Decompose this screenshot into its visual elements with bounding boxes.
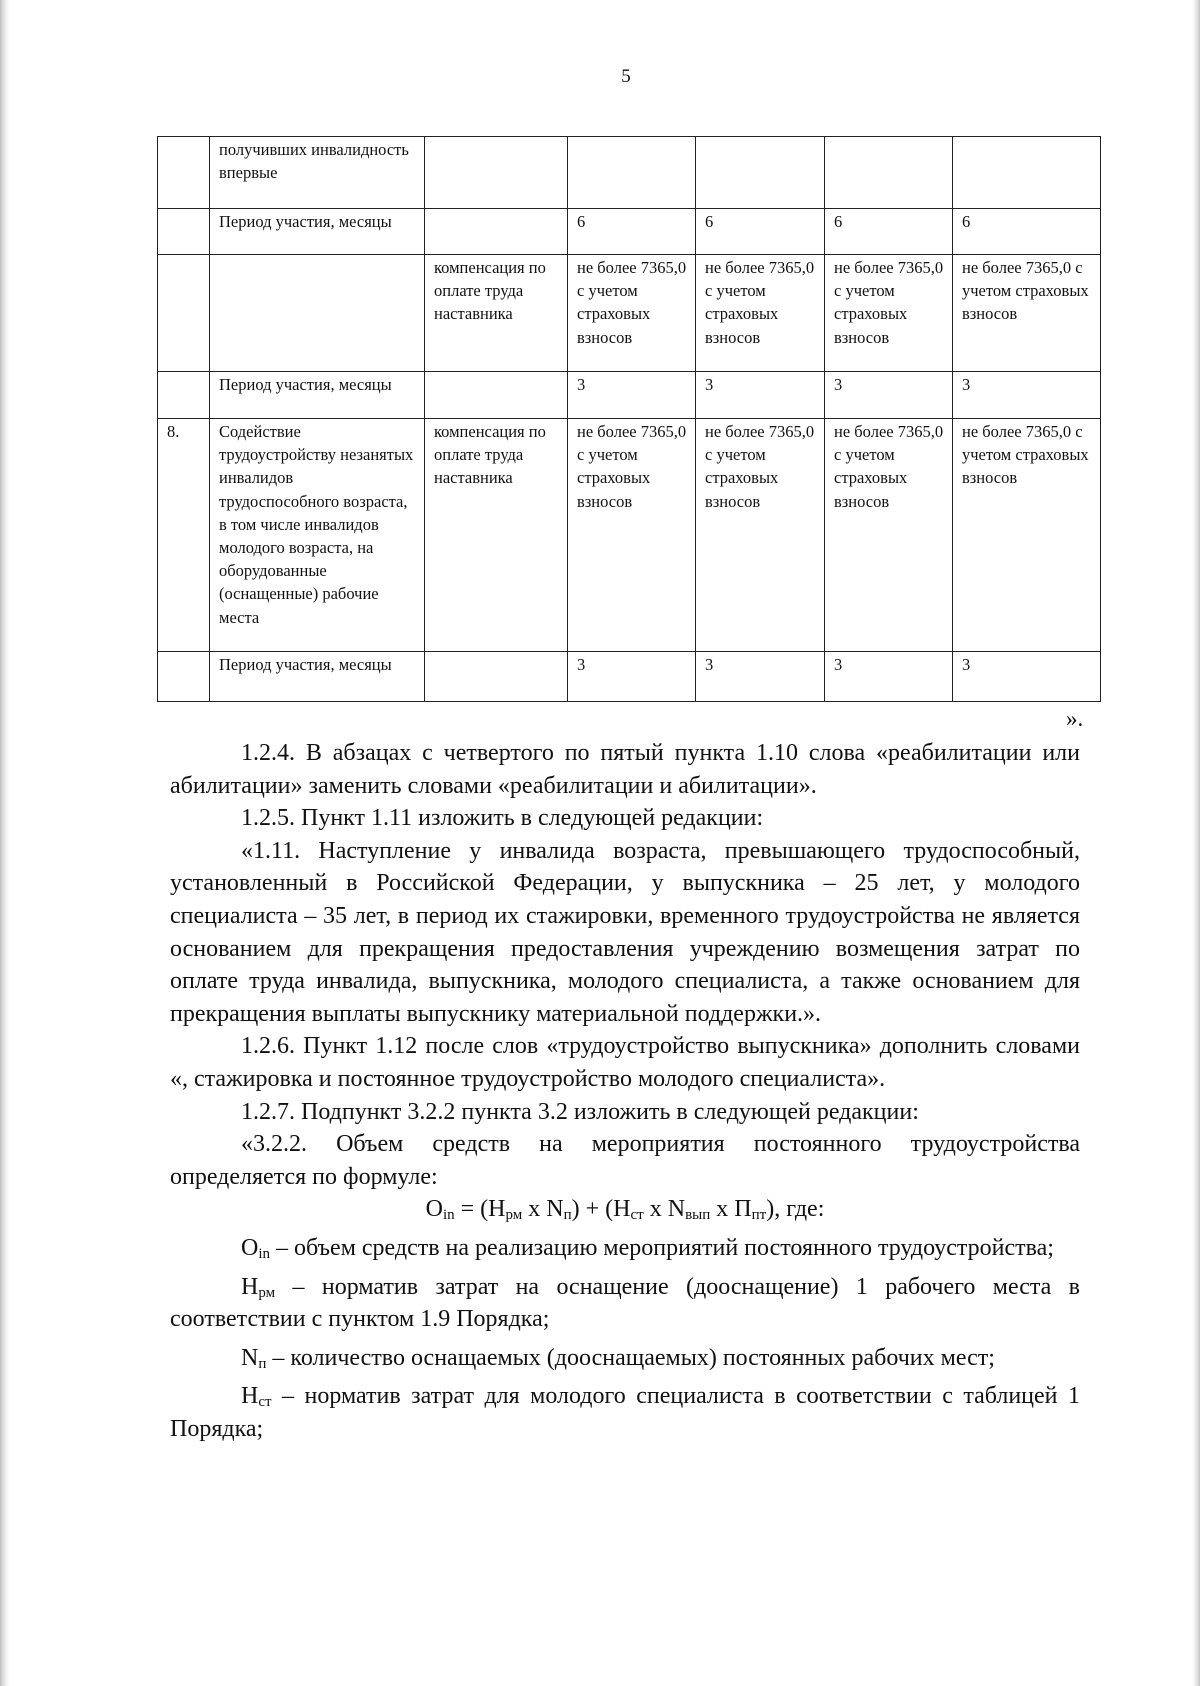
table-cell-number [158,137,210,209]
table-closing-quote: ». [1066,706,1084,731]
definition-oin: $O_{in}$ – объем средств на реализацию мероприятий постоянного трудоустройства; [241,1234,1054,1262]
table-cell-value: 6 [953,209,1101,255]
table-cell-value: 3 [953,372,1101,419]
paragraph-1-2-5: 1.2.5. Пункт 1.11 изложить в следующей редакции: [241,805,764,832]
table-cell-value [696,137,825,209]
table-row [158,419,1101,652]
table-cell-measure [210,255,425,372]
table-row [158,137,1101,209]
paragraph-1-2-6: 1.2.6. Пункт 1.12 после слов «трудоустройство выпускника» дополнить словами «, стажировка и постоянное трудоустройство молодого специалиста». [170,1033,1080,1092]
table-cell-measure: Период участия, месяцы [210,652,425,702]
table-cell-value: 6 [568,209,696,255]
measures-table [157,136,1101,702]
paragraph-1-2-4: 1.2.4. В абзацах с четвертого по пятый пункта 1.10 слова «реабилитации или абилитации» заменить словами «реабилитации и абилитации». [170,740,1080,799]
table-cell-measure: Содействие трудоустройству незанятых инвалидов трудоспособного возраста, в том числе инвалидов молодого возраста, на оборудованные (оснащенные) рабочие места [210,419,425,652]
table-cell-value: не более 7365,0 с учетом страховых взносов [568,419,696,652]
definition-np: $N_п$ – количество оснащаемых (дооснащаемых) постоянных рабочих мест; [241,1344,995,1372]
table-cell-value: не более 7365,0 с учетом страховых взносов [696,419,825,652]
table-cell-value: 3 [696,652,825,702]
table-cell-cost-type [425,137,568,209]
document-body [170,737,1080,1445]
table-cell-value: 3 [825,652,953,702]
table-cell-value: 3 [568,652,696,702]
page-number: 5 [621,66,631,87]
table-cell-value: не более 7365,0 с учетом страховых взносов [953,419,1101,652]
table-cell-measure: получивших инвалидность впервые [210,137,425,209]
table-cell-cost-type [425,209,568,255]
table-cell-number [158,255,210,372]
scan-edge-right [1191,0,1200,1686]
table-cell-value: 3 [568,372,696,419]
table-cell-cost-type [425,652,568,702]
table-cell-cost-type [425,372,568,419]
table-cell-cost-type: компенсация по оплате труда наставника [425,255,568,372]
table-row [158,209,1101,255]
table-cell-value: не более 7365,0 с учетом страховых взносов [568,255,696,372]
definition-hrm: $H_{рм}$ – норматив затрат на оснащение (дооснащение) 1 рабочего места в соответствии с пунктом 1.9 Порядка; [170,1273,1080,1333]
scan-edge-left [0,0,10,1686]
table-cell-value: 6 [696,209,825,255]
paragraph-1-2-7: 1.2.7. Подпункт 3.2.2 пункта 3.2 изложить в следующей редакции: [241,1098,919,1125]
table-cell-value: 3 [953,652,1101,702]
table-cell-measure: Период участия, месяцы [210,209,425,255]
table-cell-number [158,372,210,419]
table-cell-value: не более 7365,0 с учетом страховых взносов [825,255,953,372]
table-row [158,255,1101,372]
table-cell-value [953,137,1101,209]
table-cell-value [825,137,953,209]
table-cell-number: 8. [158,419,210,652]
table-cell-measure: Период участия, месяцы [210,372,425,419]
table-row [158,652,1101,702]
paragraph-3-2-2: «3.2.2. Объем средств на мероприятия постоянного трудоустройства определяется по формуле: [170,1131,1080,1190]
table-cell-value: не более 7365,0 с учетом страховых взносов [825,419,953,652]
paragraph-1-11: «1.11. Наступление у инвалида возраста, превышающего трудоспособный, установленный в Российской Федерации, у выпускника – 25 лет, у молодого специалиста – 35 лет, в период их стажировки, временного трудоустройства не является основанием для прекращения предоставления учреждению возмещения затрат по оплате труда инвалида, выпускника, молодого специалиста, а также основанием для прекращения выплаты выпускнику материальной поддержки.». [170,837,1080,1027]
table-cell-value: не более 7365,0 с учетом страховых взносов [696,255,825,372]
table-cell-value: 3 [696,372,825,419]
table-cell-number [158,209,210,255]
table-cell-value: 6 [825,209,953,255]
definition-hst: $H_{ст}$ – норматив затрат для молодого специалиста в соответствии с таблицей 1 Порядка; [170,1383,1080,1442]
table-row [158,372,1101,419]
table-cell-value: 3 [825,372,953,419]
table-cell-value: не более 7365,0 с учетом страховых взносов [953,255,1101,372]
table-cell-value [568,137,696,209]
table-cell-number [158,652,210,702]
cost-formula: $O_{in} = (H_{рм}$ x $N_п) + (H_{ст}$ x $N_{вып}$ x $П_{пт}$), где: [425,1196,825,1224]
table-cell-cost-type: компенсация по оплате труда наставника [425,419,568,652]
